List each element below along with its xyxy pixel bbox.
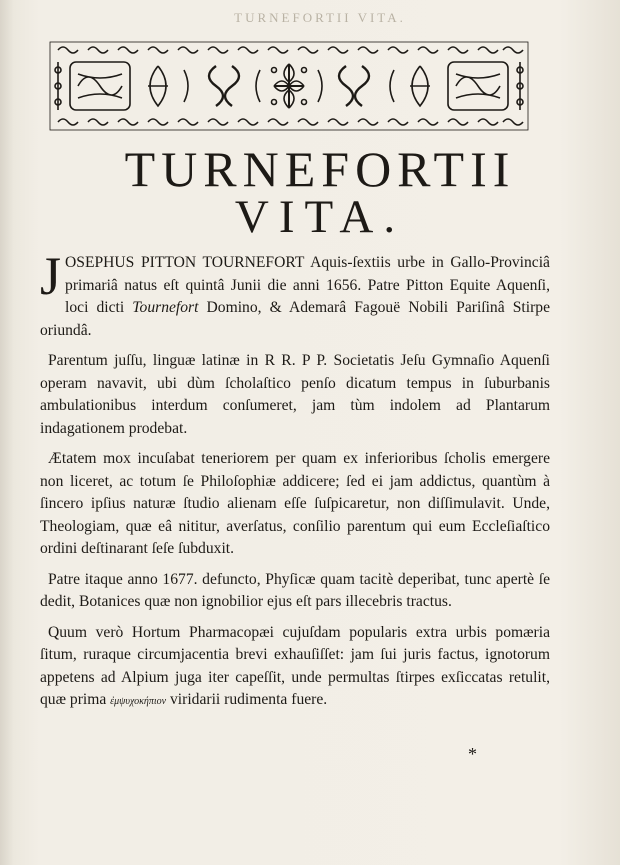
paragraph-5-text-end: viridarii rudimenta fuere. [166,691,328,708]
greek-word: ἐμψυχοκήπιον [110,696,167,707]
body-text [40,246,550,714]
signature-mark: * [468,744,477,764]
paragraph-1 [40,246,550,342]
paragraph-1-text-end: Domino, & Ademarâ Fagouë Nobili Pariſinâ Stirpe oriundâ. [40,299,550,339]
paragraph-5 [40,622,550,714]
place-name: Tournefort [132,299,199,316]
paragraph-2: Parentum juſſu, linguæ latinæ in R R. P P. Societatis Jeſu Gymnaſio Aquenſi operam navavit, ubi dùm ſcholaſtico penſo dicatum tempus in ſuburbanis ambulationibus interdum conſumeret, jam tùm indolem ad Plantarum indagationem prodebat. [40,352,550,437]
drop-cap: J [40,246,62,306]
page-subtitle: VITA. [234,191,406,243]
page-title: TURNEFORTII [124,141,516,197]
paragraph-5-text: Quum verò Hortum Pharmacopæi cujuſdam popularis extra urbis pomæria ſitum, ruraque circumjacentia brevi exhauſiſſet: jam ſui juris factus, ignotorum appetens ad Alpium juga iter capeſſit, unde permultas ſtirpes exſiccatas retulit, quæ prima [40,623,550,708]
running-head: TURNEFORTII VITA. [234,10,406,25]
paragraph-3: Ætatem mox incuſabat teneriorem per quam ex inferioribus ſcholis emergere non liceret, ac totum ſe Philoſophiæ addicere; ſed ei jam addictus, quantùm à ſincero ipſius naturæ ſtudio alienam eſſe ſuſpicaretur, non diſſimulavit. Unde, Theologiam, quæ eâ nititur, averſatus, conſilio parentum qui eum Eccleſiaſtico ordini deſtinarant ſeſe ſubduxit. [40,450,550,557]
author-name: OSEPHUS PITTON TOURNEFORT [65,254,305,271]
printers-ornament-band [48,40,530,132]
paragraph-1-text: Aquis-ſextiis urbe in Gallo-Provinciâ primariâ natus eſt quintâ Junii die anni 1656. Patre Pitton Equite Aquenſi, loci dicti [65,254,550,316]
paragraph-4: Patre itaque anno 1677. defuncto, Phyſicæ quam tacitè deperibat, tunc apertè ſe dedit, Botanices quæ non ignobilior ejus eſt pars illecebris tractus. [40,570,550,610]
